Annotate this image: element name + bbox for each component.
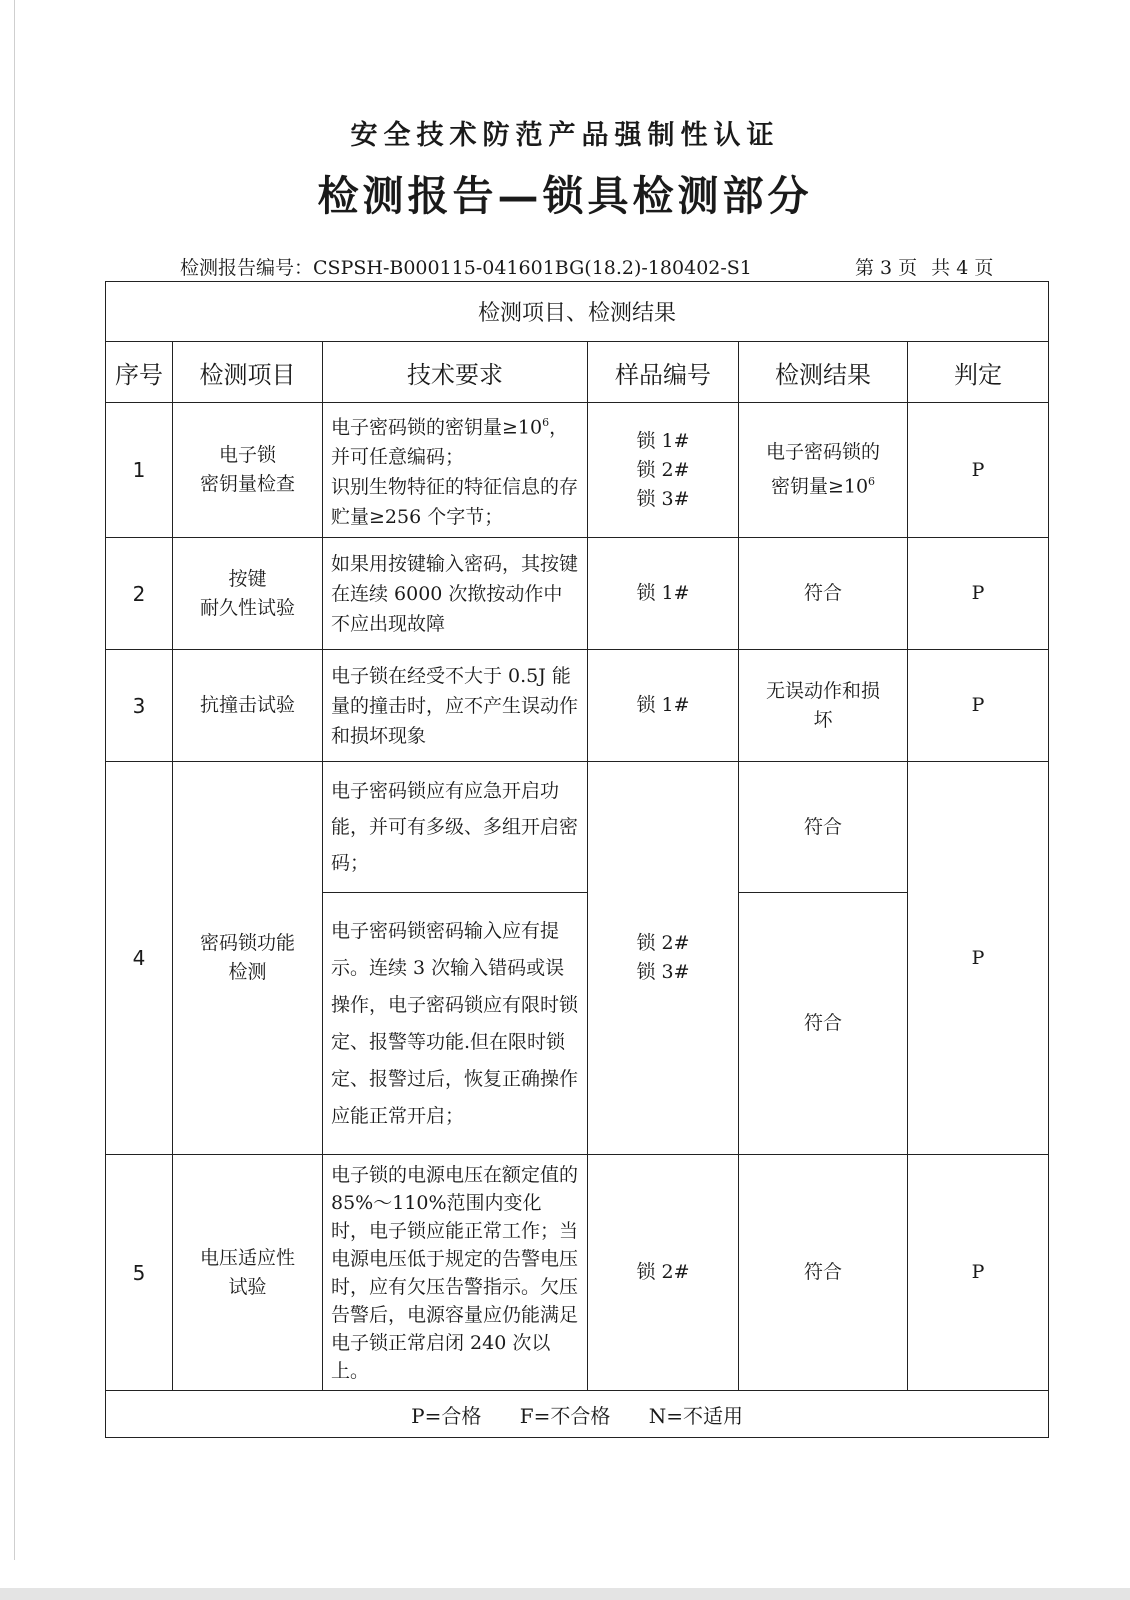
row-verdict: P: [908, 538, 1049, 650]
table-row: [106, 403, 1049, 538]
column-header-item: 检测项目: [173, 342, 323, 403]
row-result: 无误动作和损 坏: [739, 650, 908, 762]
row-requirement: 电子锁的电源电压在额定值的 85%～110%范围内变化时，电子锁应能正常工作；当电源电压低于规定的告警电压时，应有欠压告警指示。欠压告警后，电源容量应仍能满足电子锁正常启闭 240 次以上。: [323, 1155, 588, 1391]
row-item: 密码锁功能 检测: [173, 762, 323, 1155]
row-requirement: 电子密码锁密码输入应有提示。连续 3 次输入错码或误操作，电子密码锁应有限时锁定、报警等功能.但在限时锁定、报警过后，恢复正确操作应能正常开启；: [323, 893, 588, 1155]
row-sample: 锁 1# 锁 2# 锁 3#: [588, 403, 739, 538]
table-header-row: [106, 342, 1049, 403]
column-header-seq: 序号: [106, 342, 173, 403]
row-seq: 1: [106, 403, 173, 538]
table-row: [106, 762, 1049, 893]
row-seq: 2: [106, 538, 173, 650]
row-requirement: 电子密码锁应有应急开启功能，并可有多级、多组开启密码；: [323, 762, 588, 893]
row-result: 符合: [739, 538, 908, 650]
table-row: [106, 538, 1049, 650]
row-requirement: 电子锁在经受不大于 0.5J 能量的撞击时，应不产生误动作和损坏现象: [323, 650, 588, 762]
document-subtitle: 安全技术防范产品强制性认证: [350, 120, 780, 151]
row-verdict: P: [908, 1155, 1049, 1391]
row-seq: 4: [106, 762, 173, 1155]
row-result: 符合: [739, 762, 908, 893]
report-number-label: 检测报告编号：: [180, 257, 314, 279]
row-verdict: P: [908, 762, 1049, 1155]
column-header-requirement: 技术要求: [323, 342, 588, 403]
row-seq: 5: [106, 1155, 173, 1391]
page-info: [855, 253, 1007, 280]
report-number: CSPSH-B000115-041601BG(18.2)-180402-S1: [313, 257, 752, 279]
report-number-line: [180, 253, 752, 280]
page-total: 共 4 页: [931, 257, 994, 279]
requirement-text-post: ，并可任意编码； 识别生物特征的特征信息的存贮量≥256 个字节；: [331, 416, 579, 529]
section-title: 检测项目、检测结果: [106, 282, 1049, 342]
verdict-legend: [106, 1391, 1049, 1438]
scan-edge-line: [14, 0, 15, 1560]
document-title: 检测报告—锁具检测部分: [317, 172, 813, 220]
row-seq: 3: [106, 650, 173, 762]
scan-bottom-edge: [0, 1588, 1130, 1600]
result-exponent: 6: [868, 475, 876, 489]
row-sample: 锁 1#: [588, 538, 739, 650]
legend-fail: F=不合格: [519, 1403, 611, 1428]
row-verdict: P: [908, 650, 1049, 762]
result-text-pre: 电子密码锁的 密钥量≥10: [765, 441, 880, 498]
column-header-result: 检测结果: [739, 342, 908, 403]
row-requirement: 如果用按键输入密码，其按键在连续 6000 次揿按动作中不应出现故障: [323, 538, 588, 650]
row-verdict: P: [908, 403, 1049, 538]
legend-pass: P=合格: [411, 1403, 482, 1428]
table-row: [106, 650, 1049, 762]
table-row: [106, 1155, 1049, 1391]
column-header-verdict: 判定: [908, 342, 1049, 403]
row-sample: 锁 2# 锁 3#: [588, 762, 739, 1155]
page-current: 第 3 页: [855, 257, 918, 279]
row-item: 电压适应性 试验: [173, 1155, 323, 1391]
row-result: [739, 403, 908, 538]
row-requirement: [323, 403, 588, 538]
requirement-exponent: 6: [542, 415, 550, 429]
row-item: 抗撞击试验: [173, 650, 323, 762]
requirement-text-pre: 电子密码锁的密钥量≥10: [331, 416, 543, 439]
row-result: 符合: [739, 893, 908, 1155]
row-sample: 锁 1#: [588, 650, 739, 762]
legend-na: N=不适用: [648, 1403, 743, 1428]
row-item: 电子锁 密钥量检查: [173, 403, 323, 538]
row-result: 符合: [739, 1155, 908, 1391]
row-item: 按键 耐久性试验: [173, 538, 323, 650]
row-sample: 锁 2#: [588, 1155, 739, 1391]
column-header-sample: 样品编号: [588, 342, 739, 403]
results-table: [105, 281, 1049, 1438]
